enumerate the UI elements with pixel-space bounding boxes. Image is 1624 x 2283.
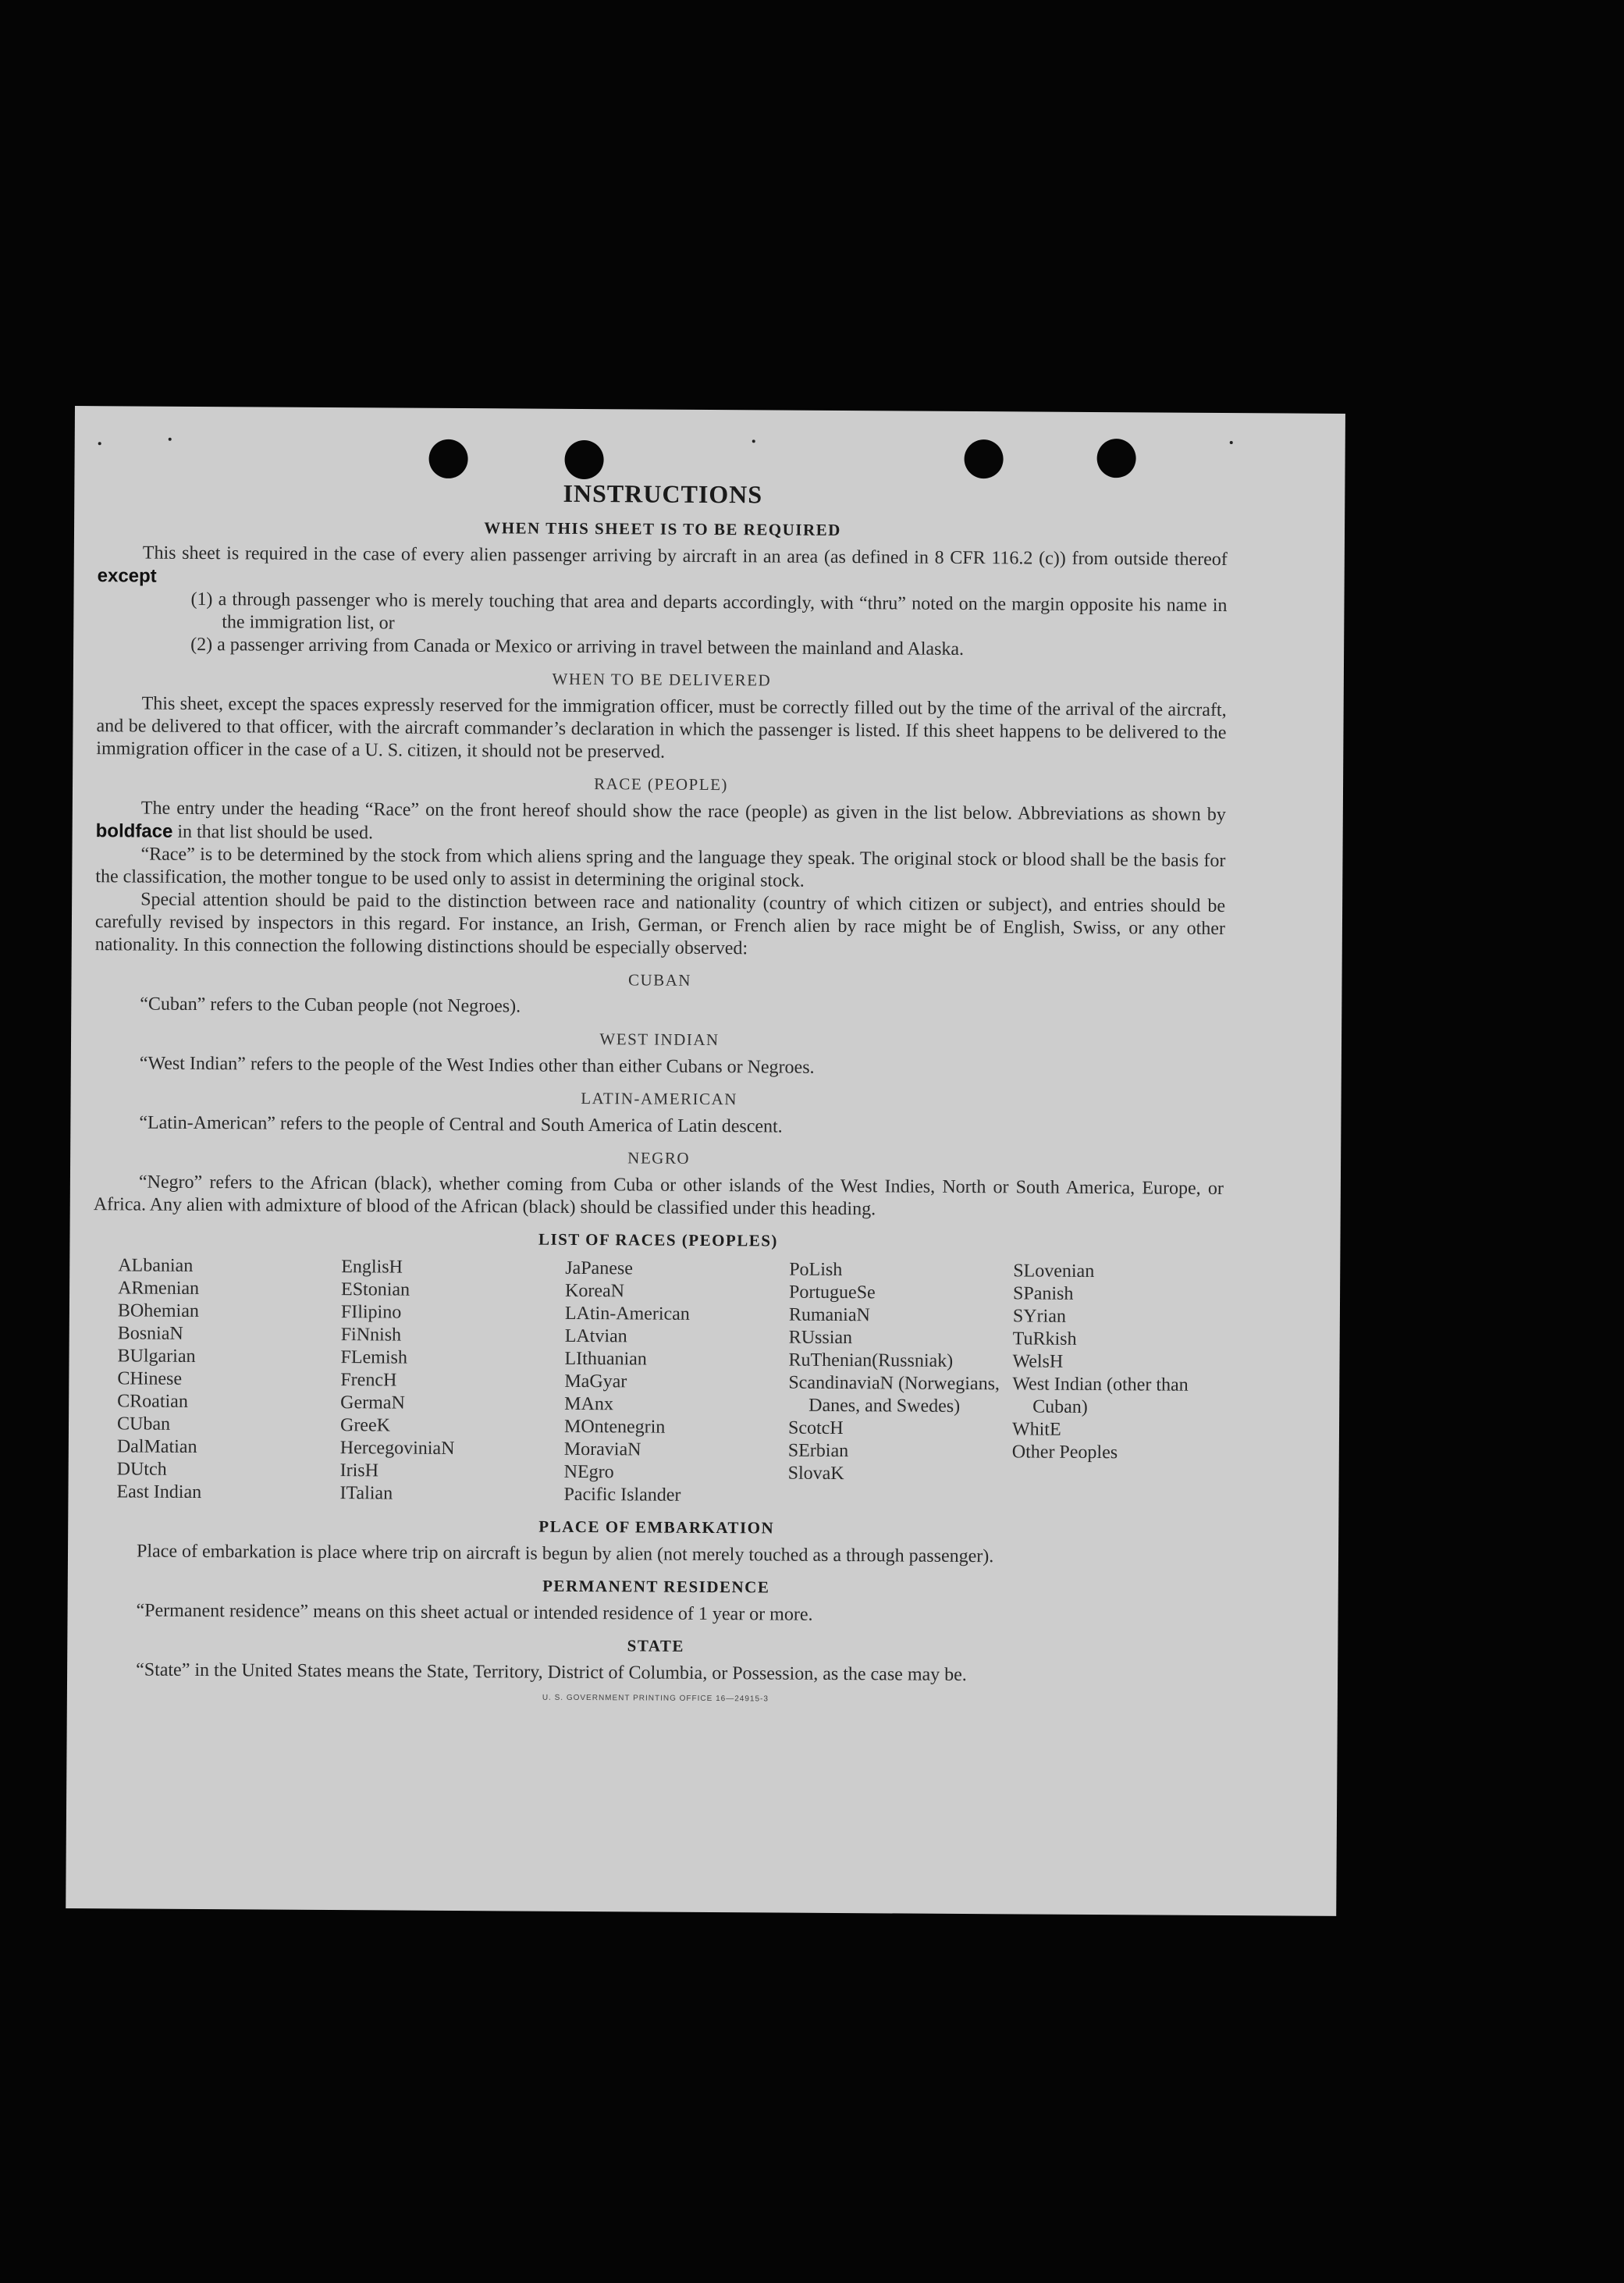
race-item: GermaN — [340, 1392, 405, 1414]
section-heading-negro: NEGRO — [627, 1148, 691, 1168]
section-heading-race: RACE (PEOPLE) — [594, 774, 729, 795]
races-list — [116, 1254, 1223, 1510]
paragraph-race-2: “Race” is to be determined by the stock from which aliens spring and the language they speak. The original stock or blood shall be the basis for the classification, the mother tongue to be used only to assist in determining the original stock. — [95, 844, 1226, 891]
race-item: MoraviaN — [563, 1438, 641, 1460]
section-heading-state: STATE — [627, 1636, 685, 1655]
race-item: FLemish — [340, 1347, 407, 1368]
race-item: RuThenian(Russniak) — [788, 1350, 954, 1371]
race-item: ScotcH — [787, 1417, 844, 1439]
race-item: RumaniaN — [788, 1304, 870, 1326]
race-item: ITalian — [339, 1483, 393, 1504]
race-item: Pacific Islander — [563, 1484, 681, 1506]
race-item: SPanish — [1012, 1283, 1074, 1304]
paragraph-delivered: This sheet, except the spaces expressly reserved for the immigration officer, must be correctly filled out by the time of the arrival of the aircraft, and be delivered to that officer, with the aircraft commander’s declaration in which the passenger is listed. If this sheet happens to be delivered to the immigration officer in the case of a U. S. citizen, it should not be preserved. — [96, 693, 1227, 763]
race-item: GreeK — [339, 1415, 391, 1436]
paragraph-west-indian: “West Indian” refers to the people of the West Indies other than either Cubans or Negroes. — [139, 1053, 815, 1078]
races-column — [116, 1254, 341, 1505]
races-column — [1011, 1260, 1247, 1510]
race-item: West Indian (other than Cuban) — [1012, 1374, 1189, 1417]
race-item: WhitE — [1011, 1419, 1061, 1440]
race-item: FrencH — [340, 1370, 397, 1391]
punch-hole — [1096, 439, 1135, 478]
section-heading-required: WHEN THIS SHEET IS TO BE REQUIRED — [484, 518, 841, 540]
race-item: IrisH — [339, 1460, 379, 1481]
race-item: BUlgarian — [117, 1346, 196, 1367]
race-item: MaGyar — [564, 1371, 627, 1392]
race-item: ALbanian — [118, 1255, 194, 1276]
section-heading-delivered: WHEN TO BE DELIVERED — [552, 669, 772, 690]
race-item: CUban — [116, 1414, 171, 1435]
paragraph-required: This sheet is required in the case of every alien passenger arriving by aircraft in an area (as defined in 8 CFR 116.2 (c)) from outside thereof except — [97, 542, 1228, 587]
race-item: East Indian — [116, 1481, 202, 1503]
races-column — [563, 1257, 789, 1508]
speck — [98, 442, 101, 445]
section-heading-embarkation: PLACE OF EMBARKATION — [538, 1517, 775, 1538]
speck — [169, 438, 172, 441]
race-item: TuRkish — [1012, 1328, 1077, 1350]
race-item: BOhemian — [117, 1300, 199, 1321]
punch-hole — [564, 440, 603, 479]
race-item: CRoatian — [117, 1391, 188, 1412]
paragraph-race-3: Special attention should be paid to the distinction between race and nationality (country of which citizen or subject), and entries should be carefully revised by inspectors in this regard. For instance, an Irish, German, or French alien by race might be of English, Swiss, or any other nationality. In this connection the following distinctions should be especially observed: — [94, 889, 1226, 959]
race-item: PortugueSe — [789, 1282, 876, 1303]
race-item: CHinese — [117, 1368, 183, 1389]
paragraph-race-1: The entry under the heading “Race” on the front hereof should show the race (people) as given in the list below. Abbreviations as shown by boldface in that list should be used. — [95, 798, 1226, 844]
race-item: DalMatian — [116, 1436, 197, 1457]
race-item: EnglisH — [341, 1257, 403, 1278]
punch-hole — [964, 439, 1003, 478]
speck — [1230, 441, 1233, 444]
paragraph-latin-american: “Latin-American” refers to the people of Central and South America of Latin descent. — [139, 1112, 783, 1137]
race-item: MOntenegrin — [563, 1416, 666, 1438]
instruction-sheet — [66, 406, 1345, 1916]
race-item: PoLish — [789, 1259, 843, 1281]
race-item: SErbian — [787, 1440, 849, 1462]
race-item: LAtin-American — [564, 1303, 690, 1325]
race-item: RUssian — [788, 1327, 853, 1349]
race-item: FIlipino — [340, 1302, 402, 1323]
race-item: ARmenian — [118, 1278, 200, 1299]
race-item: JaPanese — [565, 1257, 633, 1279]
section-heading-residence: PERMANENT RESIDENCE — [542, 1576, 770, 1597]
race-item: SlovaK — [787, 1463, 844, 1485]
paragraph-embarkation: Place of embarkation is place where trip on aircraft is begun by alien (not merely touched as a through passenger). — [136, 1541, 994, 1567]
punch-hole — [428, 439, 467, 478]
race-item: HercegoviniaN — [339, 1438, 455, 1459]
paragraph-negro: “Negro” refers to the African (black), whether coming from Cuba or other islands of the West Indies, North or South America, Europe, or Africa. Any alien with admixture of blood of the African (black) should be classified under this heading. — [93, 1172, 1224, 1220]
race-item: BosniaN — [117, 1323, 183, 1344]
race-item: SYrian — [1012, 1306, 1066, 1327]
race-item: MAnx — [564, 1393, 613, 1415]
race-item: FiNnish — [340, 1325, 402, 1346]
race-item: SLovenian — [1013, 1261, 1095, 1282]
paragraph-residence: “Permanent residence” means on this sheet actual or intended residence of 1 year or more. — [136, 1600, 813, 1625]
race-item: LIthuanian — [564, 1348, 647, 1370]
race-item: KoreaN — [565, 1280, 625, 1302]
speck — [752, 439, 755, 443]
paragraph-cuban: “Cuban” refers to the Cuban people (not Negroes). — [140, 994, 521, 1017]
race-item: EStonian — [341, 1279, 410, 1300]
races-column — [787, 1259, 1013, 1510]
printer-imprint: U. S. GOVERNMENT PRINTING OFFICE 16—24915-3 — [542, 1693, 769, 1704]
page-title: INSTRUCTIONS — [563, 478, 763, 509]
section-heading-west-indian: WEST INDIAN — [599, 1029, 720, 1050]
race-item: LAtvian — [564, 1325, 627, 1347]
section-heading-races: LIST OF RACES (PEOPLES) — [538, 1229, 779, 1250]
paragraph-state: “State” in the United States means the State, Territory, District of Columbia, or Possession, as the case may be. — [136, 1659, 967, 1686]
section-heading-latin-american: LATIN-AMERICAN — [581, 1088, 737, 1109]
list-item: (2) a passenger arriving from Canada or Mexico or arriving in travel between the mainland and Alaska. — [190, 634, 965, 660]
race-item: ScandinaviaN (Norwegians, Danes, and Swedes) — [788, 1372, 1000, 1417]
race-item: Other Peoples — [1011, 1442, 1118, 1463]
race-item: NEgro — [563, 1461, 614, 1483]
race-item: WelsH — [1012, 1351, 1064, 1372]
race-item: DUtch — [116, 1459, 167, 1480]
list-item: (1) a through passenger who is merely touching that area and departs accordingly, with “thru” noted on the margin opposite his name in the immigration list, or — [190, 589, 1228, 634]
section-heading-cuban: CUBAN — [627, 970, 692, 990]
races-column — [339, 1256, 565, 1506]
